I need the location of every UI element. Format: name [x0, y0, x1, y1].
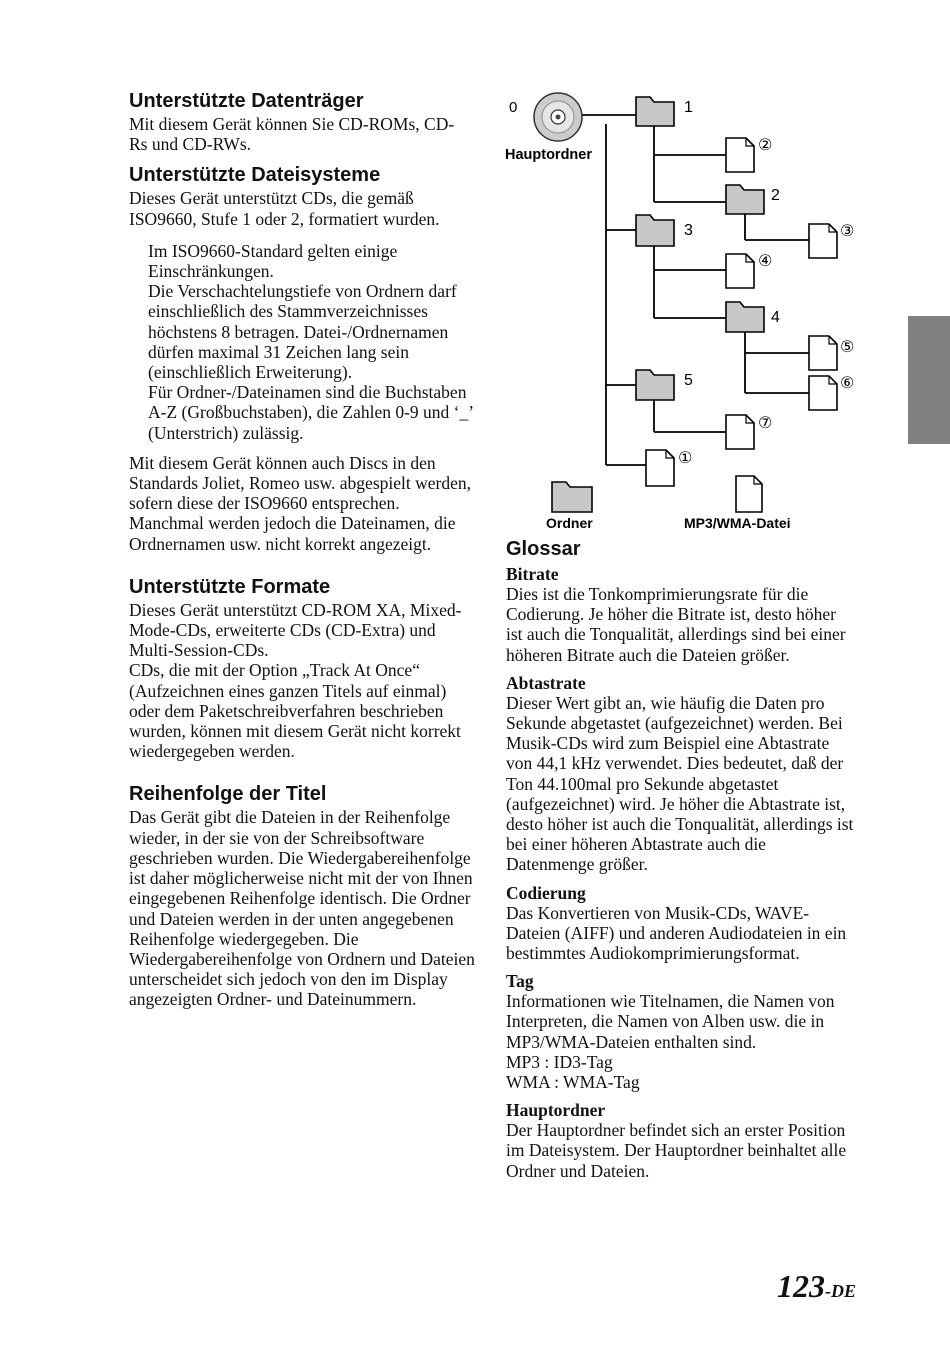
folder-icon-2 [726, 185, 764, 214]
file-icon-7 [726, 415, 754, 449]
file-icon-3 [809, 224, 837, 258]
file-number-3: ③ [840, 223, 855, 240]
glossary-def-abtastrate: Dieser Wert gibt an, wie häufig die Daten pro Sekunde abgetastet (aufgezeichnet) werden. Bei Musik-CDs wird zum Beispiel eine Abtastrate von 44,1 kHz verwendet. Dies bedeutet, daß der Ton 44.100mal pro Sekunde abgetastet (aufgezeichnet) wird. Je höher die Abtastrate ist, desto höher ist auch die Tonqualität, allerdings ist bei einer höheren Abtastrate auch die Datenmenge größer. [506, 692, 854, 875]
folder-icon-1 [636, 97, 674, 126]
file-icon-4 [726, 254, 754, 288]
file-number-7: ⑦ [758, 415, 773, 432]
file-number-5: ⑤ [840, 339, 855, 356]
glossary-column [506, 536, 856, 1181]
folder-tree-diagram [500, 85, 880, 535]
page-number-value: 123 [777, 1268, 825, 1304]
file-icon-2 [726, 138, 754, 172]
legend-folder-icon [552, 482, 592, 512]
glossary-term-abtastrate: Abtastrate [506, 672, 586, 693]
cd-disc-icon [534, 93, 582, 141]
legend-folder-label: Ordner [546, 515, 593, 531]
file-number-1: ① [678, 450, 693, 467]
glossary-title: Glossar [506, 538, 581, 560]
glossary-term-tag: Tag [506, 971, 534, 992]
glossary-def-codierung: Das Konvertieren von Musik-CDs, WAVE-Dateien (AIFF) und anderen Audiodateien in ein bestimmtes Audiokomprimierungsformat. [506, 902, 847, 964]
left-column [129, 88, 479, 1010]
legend-file-label: MP3/WMA-Datei [684, 515, 791, 531]
folder-number-4: 4 [771, 309, 780, 326]
text-joliet: Mit diesem Gerät können auch Discs in den Standards Joliet, Romeo usw. abgespielt werden, sofern diese der ISO9660 entsprechen. Manchmal werden jedoch die Dateinamen, die Ordnernamen usw. nicht korrekt angezeigt. [129, 452, 471, 554]
section-tab-marker [908, 316, 950, 444]
text-dateisysteme: Dieses Gerät unterstützt CDs, die gemäß ISO9660, Stufe 1 oder 2, formatiert wurden. [129, 188, 440, 229]
text-formate: Dieses Gerät unterstützt CD-ROM XA, Mixed-Mode-CDs, erweiterte CDs (CD-Extra) und Multi-Session-CDs. CDs, die mit der Option „Track At Once“ (Aufzeichnen eines ganzen Titels auf einmal) oder dem Paketschreibverfahren beschrieben wurden, können mit diesem Gerät nicht korrekt wiedergegeben werden. [129, 599, 462, 762]
folder-number-5: 5 [684, 372, 693, 389]
text-reihenfolge: Das Gerät gibt die Dateien in der Reihenfolge wieder, in der sie von der Schreibsoftware geschrieben wurden. Die Wiedergabereihenfolge ist daher möglicherweise nicht mit der von Ihnen eingegebenen Reihenfolge identisch. Die Ordner und Dateien werden in der unten angegebenen Reihenfolge wiedergegeben. Die Wiedergabereihenfolge von Ordnern und Dateien unterscheidet sich jedoch von den im Display angezeigten Ordner- und Dateinummern. [129, 807, 475, 1010]
file-number-2: ② [758, 137, 773, 154]
file-icon-6 [809, 376, 837, 410]
heading-datentraeger: Unterstützte Datenträger [129, 90, 364, 112]
glossary-def-bitrate: Dies ist die Tonkomprimierungsrate für die Codierung. Je höher die Bitrate ist, desto höher ist auch die Tonqualität, allerdings sind bei einer höheren Bitrate auch die Dateien größer. [506, 584, 846, 665]
folder-number-2: 2 [771, 187, 780, 204]
glossary-def-hauptordner: Der Hauptordner befindet sich an erster Position im Dateisystem. Der Hauptordner beinhaltet alle Ordner und Dateien. [506, 1120, 847, 1181]
glossary-term-codierung: Codierung [506, 882, 586, 903]
heading-dateisysteme: Unterstützte Dateisysteme [129, 164, 381, 187]
file-number-4: ④ [758, 253, 773, 270]
root-label: Hauptordner [505, 147, 592, 163]
glossary-def-tag: Informationen wie Titelnamen, die Namen von Interpreten, die Namen von Alben usw. die in MP3/WMA-Dateien enthalten sind. MP3 : ID3-Tag WMA : WMA-Tag [506, 991, 835, 1093]
folder-icon-5 [636, 370, 674, 400]
root-number: 0 [509, 99, 518, 116]
folder-icon-3 [636, 215, 674, 246]
file-icon-5 [809, 336, 837, 370]
file-number-6: ⑥ [840, 375, 855, 392]
text-datentraeger: Mit diesem Gerät können Sie CD-ROMs, CD-Rs und CD-RWs. [129, 114, 455, 155]
glossary-term-bitrate: Bitrate [506, 564, 559, 584]
file-icon-1 [646, 450, 674, 486]
glossary-term-hauptordner: Hauptordner [506, 1100, 606, 1121]
folder-icon-4 [726, 302, 764, 332]
page-number [777, 1268, 856, 1305]
folder-number-3: 3 [684, 222, 693, 239]
folder-number-1: 1 [684, 99, 693, 116]
heading-reihenfolge: Reihenfolge der Titel [129, 783, 327, 806]
legend-file-icon [736, 476, 762, 512]
note-iso9660: Im ISO9660-Standard gelten einige Einschränkungen. Die Verschachtelungstiefe von Ordnern darf einschließlich des Stammverzeichnisses höchstens 8 betragen. Datei-/Ordnernamen dürfen maximal 31 Zeichen lang sein (einschließlich Erweiterung). Für Ordner-/Dateinamen sind die Buchstaben A-Z (Großbuchstaben), die Zahlen 0-9 und ‘_’ (Unterstrich) zulässig. [148, 240, 473, 443]
page-number-suffix: -DE [825, 1281, 856, 1301]
heading-formate: Unterstützte Formate [129, 575, 331, 598]
